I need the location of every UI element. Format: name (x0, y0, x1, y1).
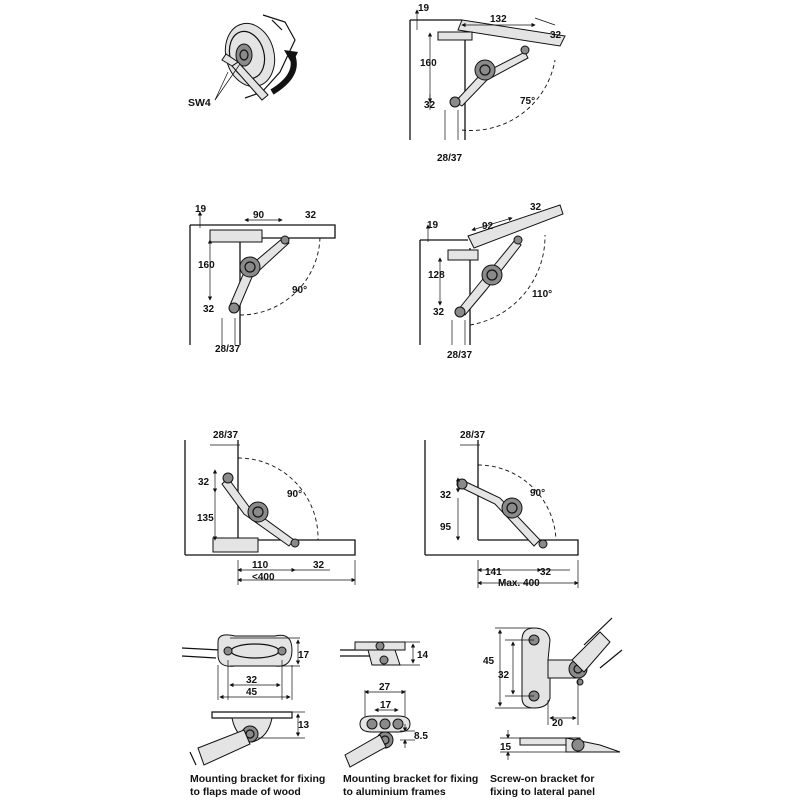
bracket-alu-dim-14: 14 (417, 650, 429, 661)
diagram-90-degree-bottom-left (185, 430, 355, 585)
bracket-alu-dim-8-5: 8.5 (414, 731, 428, 742)
top-right-dim-28-37: 28/37 (437, 153, 463, 164)
bracket-wood-caption-line2: to flaps made of wood (190, 786, 301, 798)
bracket-lateral-illustration (483, 618, 622, 798)
mid-right-dim-32b: 32 (433, 307, 445, 318)
bracket-lateral-dim-45: 45 (483, 656, 495, 667)
bracket-wood-dim-13: 13 (298, 720, 310, 731)
mid-left-dim-19: 19 (195, 204, 207, 215)
low-right-dim-max: Max. 400 (498, 578, 540, 589)
low-left-dim-28-37: 28/37 (213, 430, 239, 441)
low-left-dim-32b: 32 (313, 560, 325, 571)
top-right-dim-132: 132 (490, 14, 507, 25)
mid-right-dim-32a: 32 (530, 202, 542, 213)
bracket-lateral-dim-20: 20 (552, 718, 564, 729)
low-right-angle: 90° (530, 488, 546, 499)
bracket-wood-dim-32: 32 (246, 675, 258, 686)
low-left-dim-32a: 32 (198, 477, 210, 488)
diagram-90-degree-bottom-right (425, 430, 578, 589)
diagram-90-degree-top (190, 204, 335, 355)
bracket-alu-caption-line2: to aluminium frames (343, 786, 446, 798)
low-right-dim-32b: 32 (540, 567, 552, 578)
low-right-dim-141: 141 (485, 567, 502, 578)
top-right-dim-160: 160 (420, 58, 437, 69)
bracket-aluminium-illustration (340, 642, 478, 798)
bracket-alu-caption-line1: Mounting bracket for fixing (343, 773, 479, 785)
mid-left-dim-160: 160 (198, 260, 215, 271)
mid-left-dim-32a: 32 (305, 210, 317, 221)
mid-right-dim-128: 128 (428, 270, 445, 281)
mid-left-dim-90: 90 (253, 210, 265, 221)
bracket-wood-dim-17: 17 (298, 650, 310, 661)
diagram-110-degree (420, 202, 563, 361)
top-right-angle: 75° (520, 96, 536, 107)
low-left-dim-135: 135 (197, 513, 214, 524)
low-left-angle: 90° (287, 489, 303, 500)
bracket-lateral-caption-line1: Screw-on bracket for (490, 773, 595, 785)
low-right-dim-32a: 32 (440, 490, 452, 501)
bracket-alu-dim-27: 27 (379, 682, 391, 693)
mid-right-dim-28-37: 28/37 (447, 350, 473, 361)
mid-right-angle: 110° (532, 289, 553, 300)
bracket-alu-dim-17: 17 (380, 700, 392, 711)
bracket-lateral-dim-32: 32 (498, 670, 510, 681)
diagram-75-degree (410, 3, 565, 164)
bracket-lateral-caption-line2: fixing to lateral panel (490, 786, 596, 798)
low-right-dim-28-37: 28/37 (460, 430, 486, 441)
bracket-wood-caption-line1: Mounting bracket for fixing (190, 773, 326, 785)
top-right-dim-32a: 32 (550, 30, 562, 41)
bracket-wood-illustration (182, 635, 325, 798)
tool-illustration (215, 15, 298, 100)
low-left-dim-max: <400 (252, 572, 275, 583)
bracket-lateral-dim-15: 15 (500, 742, 512, 753)
top-right-dim-19: 19 (418, 3, 430, 14)
low-right-dim-95: 95 (440, 522, 452, 533)
mid-right-dim-19: 19 (427, 220, 439, 231)
mid-left-angle: 90° (292, 285, 308, 296)
mid-left-dim-28-37: 28/37 (215, 344, 241, 355)
bracket-wood-dim-45: 45 (246, 687, 258, 698)
mid-left-dim-32b: 32 (203, 304, 215, 315)
tool-label: SW4 (188, 97, 211, 109)
low-left-dim-110: 110 (252, 560, 269, 571)
mid-right-dim-92: 92 (482, 221, 494, 232)
top-right-dim-32b: 32 (424, 100, 436, 111)
